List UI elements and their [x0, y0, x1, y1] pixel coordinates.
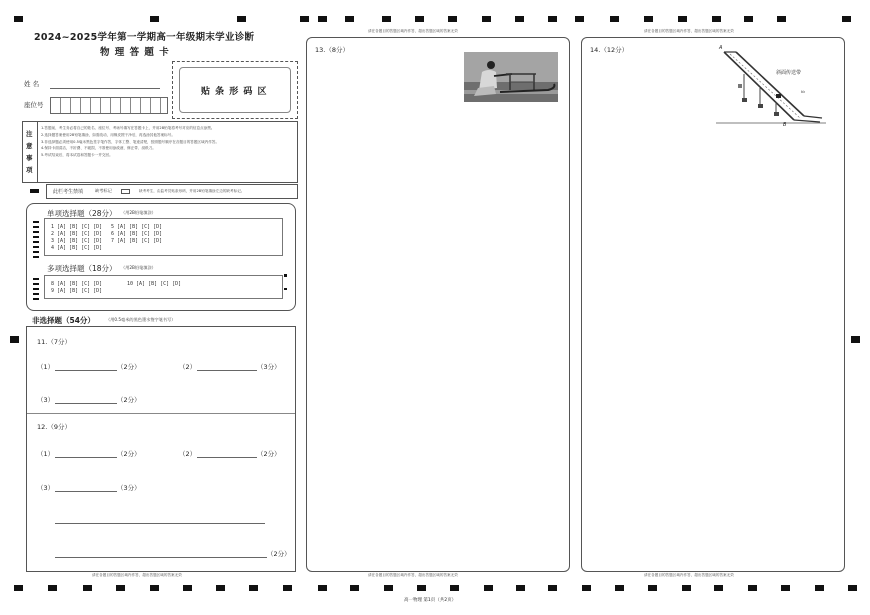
q11-part3-label: （3） — [37, 396, 55, 404]
timing-mark — [318, 16, 327, 22]
q12-part1-score: （2分） — [117, 450, 141, 458]
single-choice-grid — [44, 218, 283, 256]
side-timing-mark — [10, 336, 19, 343]
timing-mark — [648, 585, 657, 591]
answer-option-row[interactable]: 10 [A] [B] [C] [D] — [127, 281, 182, 287]
timing-mark — [575, 16, 584, 22]
q12-part3-score: （3分） — [117, 484, 141, 492]
q11-part1-label: （1） — [37, 363, 55, 371]
multi-choice-grid — [44, 275, 283, 299]
timing-mark — [815, 585, 824, 591]
q11-part1-score: （2分） — [117, 363, 141, 371]
timing-mark — [14, 16, 23, 22]
row-mark — [33, 221, 39, 223]
q11-part2-label: （2） — [179, 363, 197, 371]
notice-label: 注意事项 — [26, 130, 33, 174]
timing-mark — [417, 585, 426, 591]
answer-option-row[interactable]: 9 [A] [B] [C] [D] — [51, 288, 103, 294]
timing-mark — [345, 16, 354, 22]
row-mark — [33, 226, 39, 228]
row-mark — [33, 288, 39, 290]
multi-choice-hint: （用2B铅笔填涂） — [121, 265, 156, 270]
answer-option-row[interactable]: 8 [A] [B] [C] [D] — [51, 281, 103, 287]
notice-line: 4.保持卡面清洁，不折叠、不破损，不准使用涂改液、修正带、刮纸刀。 — [41, 146, 156, 151]
timing-mark — [382, 16, 391, 22]
bottom-warning: 请在各题目的答题区域内作答，超出答题区域的答案无效 — [92, 573, 182, 577]
q12-part3-answer-line[interactable] — [55, 557, 267, 558]
timing-mark — [644, 16, 653, 22]
answer-option-row[interactable]: 4 [A] [B] [C] [D] — [51, 245, 103, 251]
notice-line: 2.选择题答案使用2B铅笔填涂，如需改动，用橡皮擦干净后，再选涂其他答案标号。 — [41, 132, 175, 137]
timing-mark — [14, 585, 23, 591]
timing-mark — [748, 585, 757, 591]
timing-mark — [384, 585, 393, 591]
timing-mark — [83, 585, 92, 591]
seat-label: 座位号 — [24, 101, 44, 109]
seat-number-boxes[interactable] — [50, 97, 168, 114]
notice-box — [22, 121, 298, 183]
timing-mark — [610, 16, 619, 22]
figure-caption: 斜面传送带 — [776, 70, 802, 76]
row-mark — [33, 256, 39, 258]
row-mark — [33, 293, 39, 295]
q11-label: 11.（7分） — [37, 338, 71, 346]
timing-mark — [216, 585, 225, 591]
row-mark — [33, 231, 39, 233]
non-choice-hint: （用0.5毫米的黑色墨水签字笔书写） — [106, 317, 176, 322]
timing-mark — [183, 585, 192, 591]
name-field[interactable] — [50, 88, 160, 89]
timing-mark — [842, 16, 851, 22]
absent-mark-box[interactable] — [121, 189, 130, 194]
exam-title: 2024~2025学年第一学期高一年级期末学业诊断 — [34, 32, 255, 43]
timing-mark — [249, 585, 258, 591]
timing-mark — [712, 16, 721, 22]
q12-part2-label: （2） — [179, 450, 197, 458]
q12-part2-answer[interactable] — [197, 457, 257, 458]
absent-note: 缺考考生，由监考员贴条形码，并用2B铅笔填涂左边的缺考标记。 — [139, 189, 245, 193]
velocity-label: v₀ — [801, 89, 805, 94]
q11-part1-answer[interactable] — [55, 370, 117, 371]
q11-part3-answer[interactable] — [55, 403, 117, 404]
non-choice-panel — [26, 326, 296, 572]
conveyor-figure — [714, 44, 834, 136]
timing-mark — [548, 585, 557, 591]
page-footer: 高一物理 第1页（共2页） — [404, 598, 457, 603]
q12-part1-label: （1） — [37, 450, 55, 458]
timing-mark — [237, 16, 246, 22]
single-choice-hint: （用2B铅笔填涂） — [121, 210, 156, 215]
notice-line: 3.非选择题必须使用0.5毫米黑色签字笔作答，字体工整、笔迹清楚，按照题号顺序在各题目的答题区域内作答。 — [41, 139, 220, 144]
row-mark — [33, 241, 39, 243]
timing-mark — [350, 585, 359, 591]
timing-mark — [116, 585, 125, 591]
side-timing-mark — [851, 336, 860, 343]
timing-mark — [515, 16, 524, 22]
timing-mark — [678, 16, 687, 22]
sheet-subtitle: 物 理 答 题 卡 — [100, 47, 170, 58]
q12-part3-extra-score: （2分） — [267, 550, 291, 558]
bottom-warning: 请在各题目的答题区域内作答，超出答题区域的答案无效 — [644, 573, 734, 577]
timing-mark — [848, 585, 857, 591]
timing-mark — [283, 585, 292, 591]
timing-mark — [48, 585, 57, 591]
multi-choice-title: 多项选择题（18分） — [47, 264, 117, 273]
bottom-warning: 请在各题目的答题区域内作答，超出答题区域的答案无效 — [368, 573, 458, 577]
notice-line: 5.考试结束后，将本试卷和答题卡一并交回。 — [41, 153, 113, 158]
q13-answer-area[interactable] — [306, 37, 570, 572]
name-label: 姓 名 — [24, 80, 40, 88]
q11-part2-score: （3分） — [257, 363, 281, 371]
row-mark — [33, 298, 39, 300]
absent-timing-mark — [30, 189, 39, 193]
timing-mark — [415, 16, 424, 22]
divider — [27, 413, 295, 414]
barcode-area — [172, 61, 298, 119]
top-warning: 请在各题目的答题区域内作答，超出答题区域的答案无效 — [368, 29, 458, 33]
timing-mark — [582, 585, 591, 591]
answer-option-row[interactable]: 5 [A] [B] [C] [D] — [111, 224, 163, 230]
q12-part3-answer[interactable] — [55, 491, 117, 492]
timing-mark — [318, 585, 327, 591]
timing-mark — [484, 585, 493, 591]
q11-part3-score: （2分） — [117, 396, 141, 404]
barcode-label: 贴 条 形 码 区 — [201, 87, 268, 97]
timing-mark — [150, 585, 159, 591]
point-b-label: B — [783, 122, 787, 128]
answer-option-row[interactable]: 3 [A] [B] [C] [D] — [51, 238, 103, 244]
timing-mark — [777, 16, 786, 22]
row-mark — [33, 283, 39, 285]
q12-part3-answer-line[interactable] — [55, 523, 265, 524]
non-choice-title: 非选择题（54分） — [32, 316, 95, 325]
absent-label: 此栏考生禁填 — [53, 189, 84, 195]
q12-part2-score: （2分） — [257, 450, 281, 458]
single-choice-title: 单项选择题（28分） — [47, 209, 117, 218]
top-warning: 请在各题目的答题区域内作答，超出答题区域的答案无效 — [644, 29, 734, 33]
q14-label: 14.（12分） — [590, 46, 629, 54]
timing-mark — [781, 585, 790, 591]
q12-part3-label: （3） — [37, 484, 55, 492]
point-a-label: A — [719, 45, 723, 51]
row-mark — [33, 236, 39, 238]
side-mark — [284, 274, 287, 277]
timing-mark — [516, 585, 525, 591]
q12-part1-answer[interactable] — [55, 457, 117, 458]
timing-mark — [482, 16, 491, 22]
timing-mark — [548, 16, 557, 22]
answer-option-row[interactable]: 1 [A] [B] [C] [D] — [51, 224, 103, 230]
timing-mark — [744, 16, 753, 22]
q14-answer-area[interactable] — [581, 37, 845, 572]
q13-label: 13.（8分） — [315, 46, 349, 54]
absent-mark-label: 缺考标记 — [95, 188, 112, 193]
notice-line: 1.答题前，考生务必将自己的姓名、座位号、考场号填写在答题卡上，并用2B铅笔将考号对应的信息点涂黑。 — [41, 126, 215, 130]
answer-option-row[interactable]: 6 [A] [B] [C] [D] — [111, 231, 163, 237]
timing-mark — [450, 585, 459, 591]
row-mark — [33, 251, 39, 253]
timing-mark — [150, 16, 159, 22]
timing-mark — [448, 16, 457, 22]
row-mark — [33, 278, 39, 280]
sled-photo — [464, 52, 558, 102]
answer-option-row[interactable]: 2 [A] [B] [C] [D] — [51, 231, 103, 237]
side-mark — [284, 288, 287, 290]
row-mark — [33, 246, 39, 248]
timing-mark — [300, 16, 309, 22]
answer-option-row[interactable]: 7 [A] [B] [C] [D] — [111, 238, 163, 244]
absent-row — [46, 184, 298, 199]
timing-mark — [682, 585, 691, 591]
choice-panel — [26, 203, 296, 311]
q11-part2-answer[interactable] — [197, 370, 257, 371]
timing-mark — [615, 585, 624, 591]
q12-label: 12.（9分） — [37, 423, 71, 431]
timing-mark — [714, 585, 723, 591]
